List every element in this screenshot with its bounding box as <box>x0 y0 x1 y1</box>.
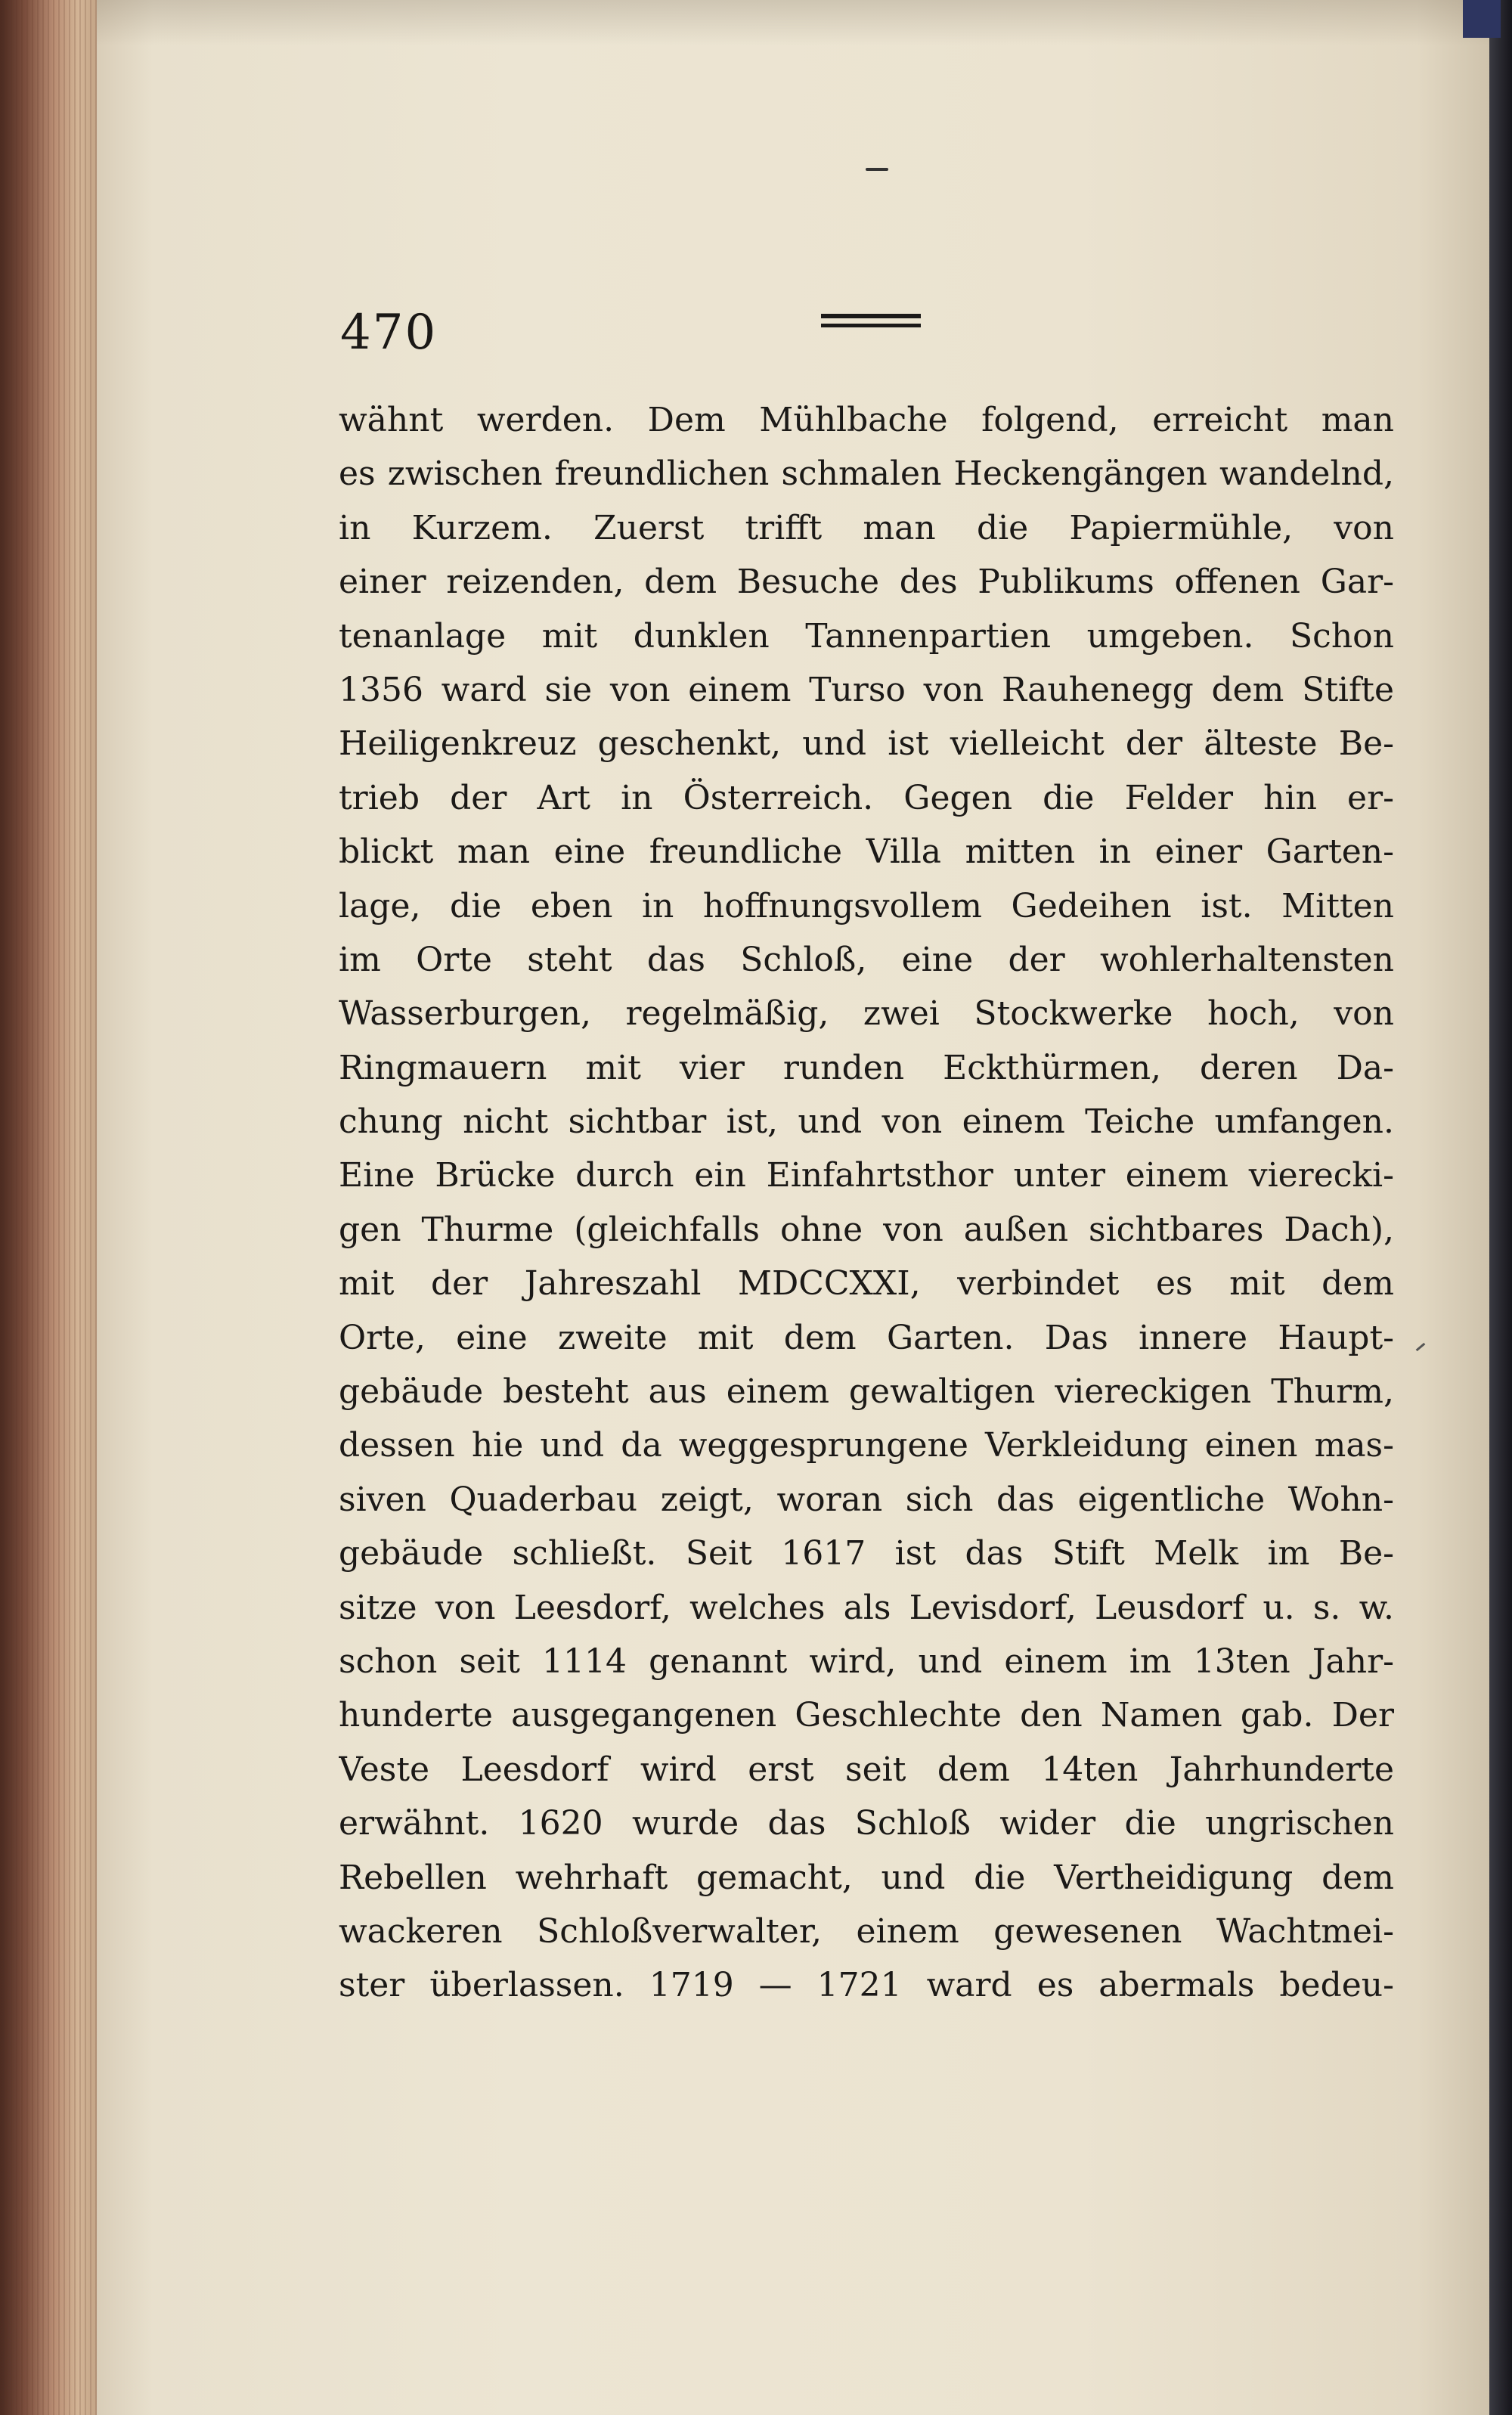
page-stack-lines <box>0 0 98 2415</box>
text-line: mit der Jahreszahl MDCCXXI, verbindet es mit dem <box>339 1264 1394 1304</box>
text-line: gebäude schließt. Seit 1617 ist das Stift Melk im Be- <box>339 1534 1394 1573</box>
text-line: siven Quaderbau zeigt, woran sich das eigentliche Wohn- <box>339 1480 1394 1519</box>
page-top-shadow <box>97 0 1501 45</box>
header-double-rule <box>821 314 921 333</box>
body-text <box>339 393 1394 2013</box>
cover-corner <box>1463 0 1501 38</box>
text-line: schon seit 1114 genannt wird, und einem im 13ten Jahr- <box>339 1642 1394 1681</box>
text-line: wähnt werden. Dem Mühlbache folgend, erreicht man <box>339 401 1394 439</box>
text-line: in Kurzem. Zuerst trifft man die Papiermühle, von <box>339 508 1394 547</box>
text-line: Veste Leesdorf wird erst seit dem 14ten Jahrhunderte <box>339 1750 1394 1789</box>
text-line: Orte, eine zweite mit dem Garten. Das innere Haupt- <box>339 1318 1394 1357</box>
text-line: ster überlassen. 1719 — 1721 ward es abermals bedeu- <box>339 1966 1394 2005</box>
text-line: 1356 ward sie von einem Turso von Rauhenegg dem Stifte <box>339 670 1394 709</box>
text-line: Eine Brücke durch ein Einfahrtsthor unter einem vierecki- <box>339 1156 1394 1195</box>
text-line: gen Thurme (gleichfalls ohne von außen sichtbares Dach), <box>339 1210 1394 1249</box>
text-line: sitze von Leesdorf, welches als Levisdorf, Leusdorf u. s. w. <box>339 1588 1394 1627</box>
text-line: lage, die eben in hoffnungsvollem Gedeihen ist. Mitten <box>339 886 1394 925</box>
text-line: Wasserburgen, regelmäßig, zwei Stockwerke hoch, von <box>339 994 1394 1034</box>
text-line: hunderte ausgegangenen Geschlechte den Namen gab. Der <box>339 1696 1394 1735</box>
text-line: tenanlage mit dunklen Tannenpartien umgeben. Schon <box>339 616 1394 656</box>
text-line: Rebellen wehrhaft gemacht, und die Vertheidigung dem <box>339 1858 1394 1897</box>
ornament-dash <box>854 168 900 174</box>
text-line: im Orte steht das Schloß, eine der wohlerhaltensten <box>339 940 1394 979</box>
text-line: einer reizenden, dem Besuche des Publikums offenen Gar- <box>339 563 1394 602</box>
text-line: es zwischen freundlichen schmalen Heckengängen wandelnd, <box>339 454 1394 494</box>
text-line: trieb der Art in Österreich. Gegen die Felder hin er- <box>339 778 1394 817</box>
text-line: gebäude besteht aus einem gewaltigen viereckigen Thurm, <box>339 1372 1394 1412</box>
text-line: erwähnt. 1620 wurde das Schloß wider die ungrischen <box>339 1804 1394 1843</box>
text-line: dessen hie und da weggesprungene Verkleidung einen mas- <box>339 1426 1394 1465</box>
book-cover-edge <box>1489 0 1512 2415</box>
page-number: 470 <box>340 305 438 361</box>
text-line: Ringmauern mit vier runden Eckthürmen, deren Da- <box>339 1048 1394 1087</box>
text-line: blickt man eine freundliche Villa mitten in einer Garten- <box>339 832 1394 872</box>
page-header <box>340 299 1391 367</box>
text-line: chung nicht sichtbar ist, und von einem Teiche umfangen. <box>339 1102 1394 1142</box>
text-line: Heiligenkreuz geschenkt, und ist vielleicht der älteste Be- <box>339 724 1394 764</box>
text-line: wackeren Schloßverwalter, einem gewesenen Wachtmei- <box>339 1911 1394 1951</box>
